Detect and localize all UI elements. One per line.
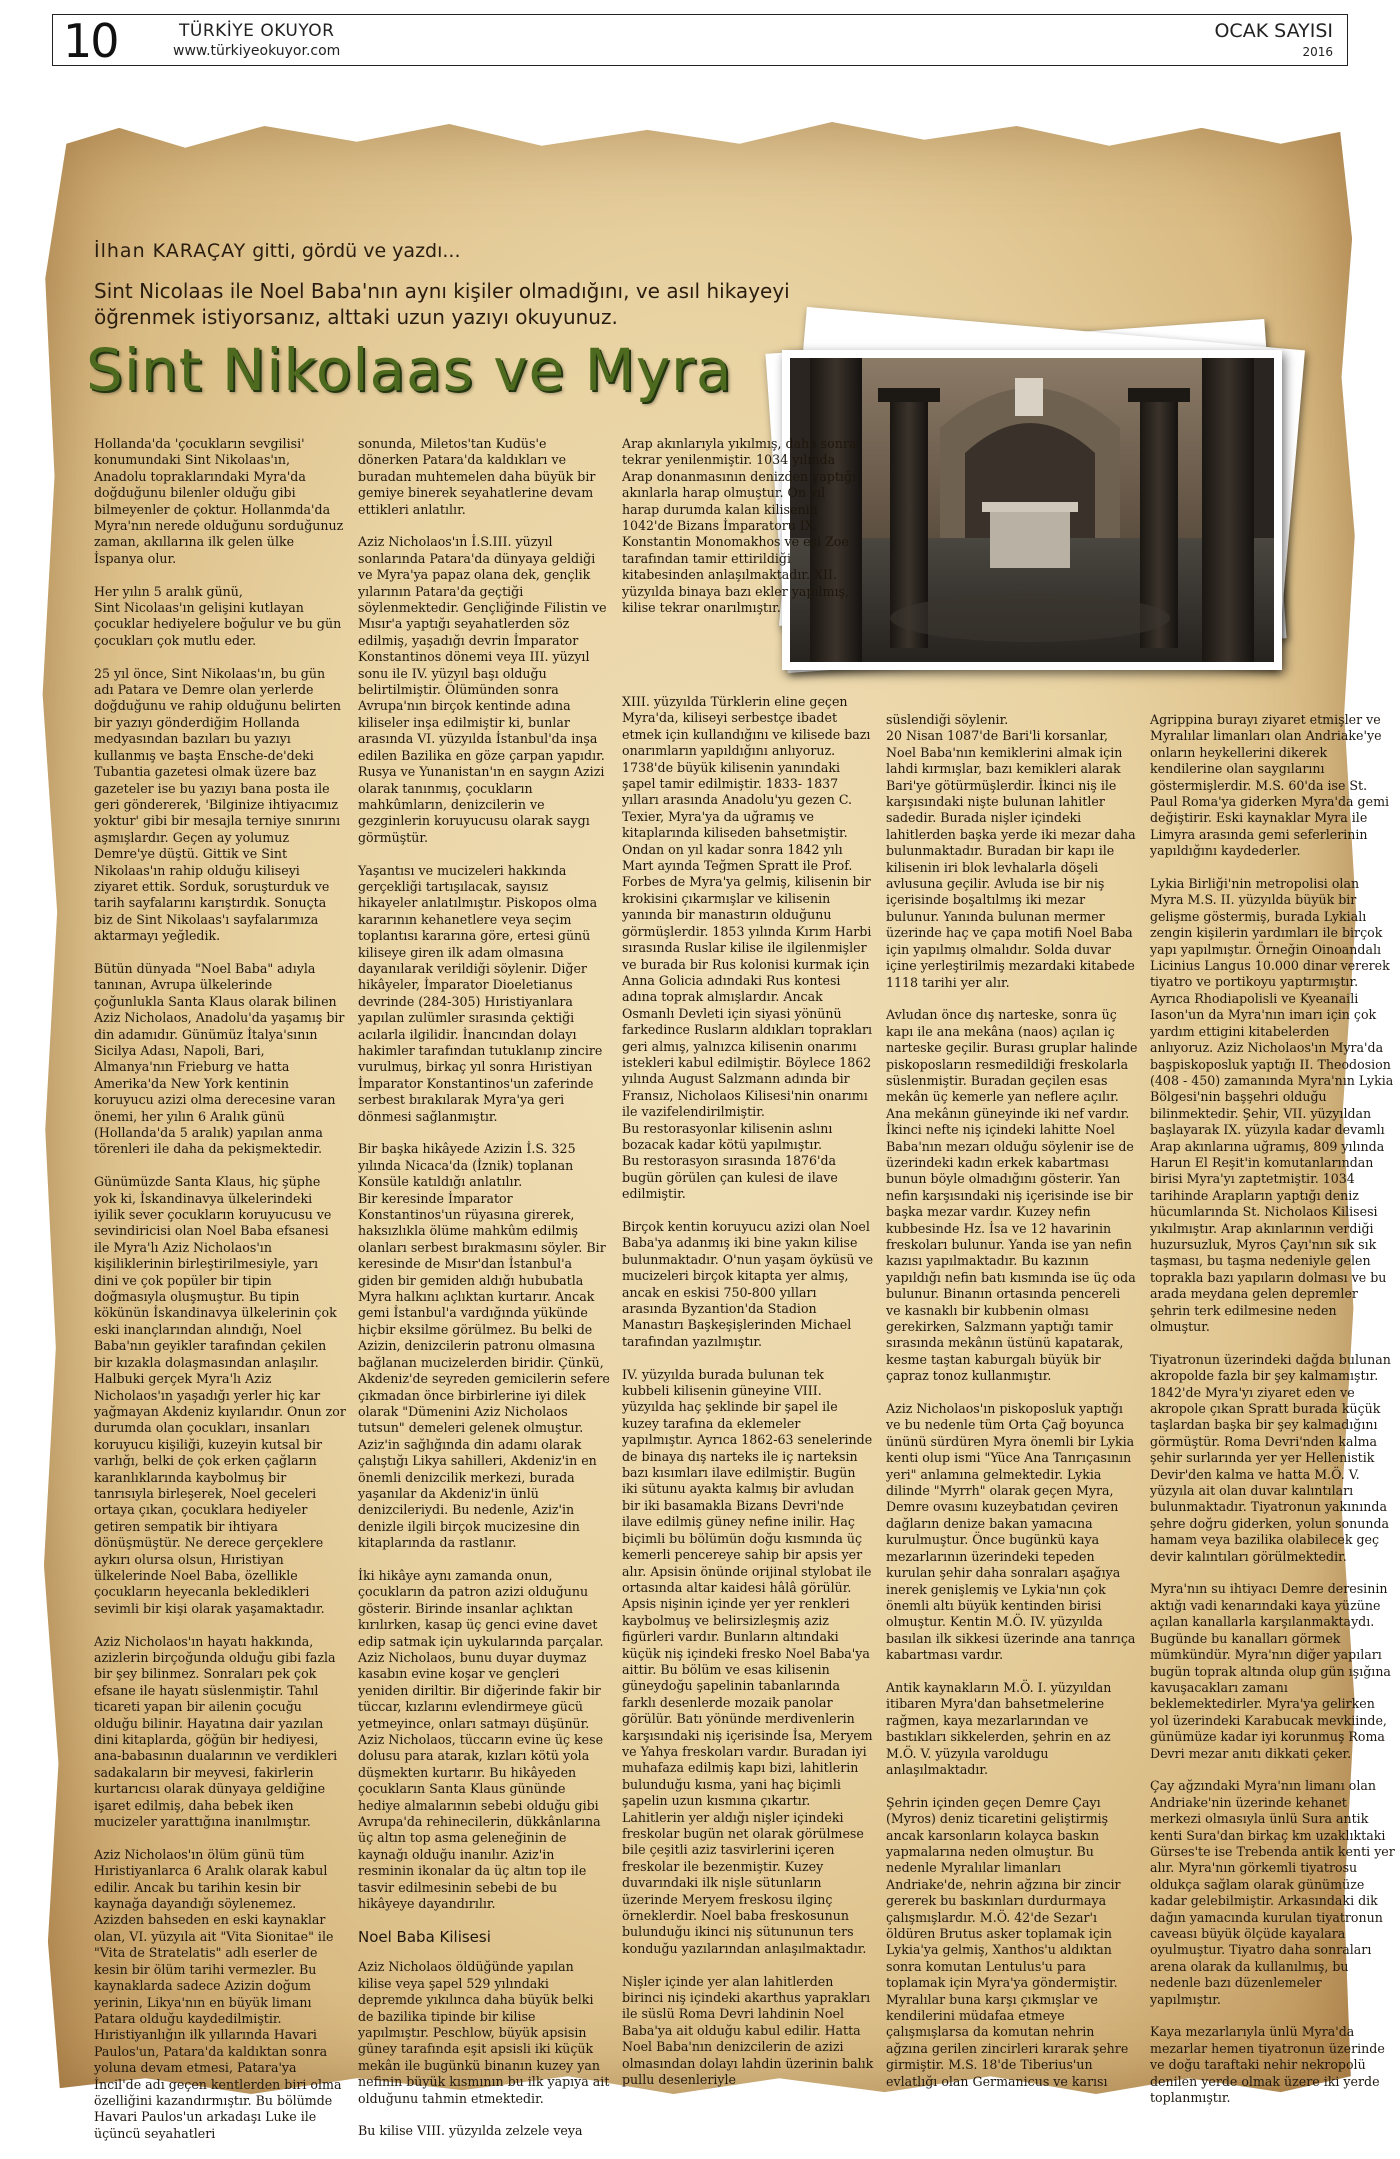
paragraph: Birçok kentin koruyucu azizi olan Noel Baba'ya adanmış iki bine yakın kilise bulunmaktadır. O'nun yaşam öyküsü ve mucizeleri birçok kitapta yer almış, ancak en eskisi 750-800 yılları arasında Byzantion'da Stadion Manastırı Başkeşişlerinden Michael tarafından yazılmıştır. [622, 1218, 874, 1349]
paragraph: Her yılın 5 aralık günü, Sint Nicolaas'ın gelişini kutlayan çocuklar hediyelere boğulur ve bu gün çocukları çok mutlu eder. [94, 583, 342, 648]
paragraph: Bir başka hikâyede Azizin İ.S. 325 yılında Nicaca'da (İznik) toplanan Konsüle katıldığı anlatılır. Bir keresinde İmparator Konstantinos'un rüyasına girerek, haksızlıkla ölüme mahkûm edilmiş olanları serbest bırakmasını söyler. Bir keresinde de Mısır'dan İstanbul'a giden bir gemiden aldığı hububatla Myra halkını açlıktan kurtarır. Ancak gemi İstanbul'a vardığında yükünde hiçbir eksilme görülmez. Bu belki de Azizin, denizcilerin patronu olmasına bağlanan mucizelerden biridir. Çünkü, Akdeniz'de seyreden gemicilerin sefere çıkmadan önce birbirlerine iyi dilek olarak "Dümenini Aziz Nicholaos tutsun" demeleri gelenek olmuştur. Aziz'in sağlığında din adamı olarak çalıştığı Likya sahilleri, Akdeniz'in en önemli denizcilik merkezi, burada yaşanılar da Akdeniz'in ünlü denizcileriydi. Bu nedenle, Aziz'in denizle ilgili birçok mucizesine din kitaplarında da rastlanır. [358, 1141, 610, 1551]
paragraph: Nişler içinde yer alan lahitlerden birinci niş içindeki akarthus yaprakları ile süslü Roma Devri lahdinin Noel Baba'ya ait olduğu kabul edilir. Hatta Noel Baba'nın denizcilerin de azizi olmasından dolayı lahdin üzerinin balık pullu desenleriyle [622, 1973, 874, 2088]
paragraph: süslendiği söylenir. 20 Nisan 1087'de Bari'li korsanlar, Noel Baba'nın kemiklerini almak için lahdi kırmışlar, bazı kemikleri alarak Bari'ye götürmüşlerdir. İkinci niş ile karşısındaki nişte bulunan lahitler sadedir. Burada nişler içindeki lahitlerden başka yerde iki mezar daha bulunmaktadır. Buradan bir kapı ile kilisenin iri blok levhalarla döşeli avlusuna geçilir. Avluda ise bir niş içerisinde boşaltılmış iki mezar bulunur. Yanında bulunan mermer üzerinde haç ve çapa motifi Noel Baba için yapılmış olmalıdır. Solda duvar içine yerleştirilmiş mezardaki kitabede 1118 tarihi yer alır. [886, 712, 1136, 990]
paragraph: Myra'nın su ihtiyacı Demre deresinin aktığı vadi kenarındaki kaya yüzüne açılan kanallarla karşılanmaktaydı. Bugünde bu kanalları görmek mümkündür. Myra'nın diğer yapıları bugün toprak altında olup gün ışığına kavuşacakları zamanı beklemektedirler. Myra'ya gelirken yol üzerindeki Karabucak mevkiinde, günümüze kadar iyi korunmuş Roma Devri mezar anıtı dikkati çeker. [1150, 1581, 1391, 1761]
paragraph: Lykia Birliği'nin metropolisi olan Myra M.S. II. yüzyılda büyük bir gelişme göstermiş, burada Lykialı zengin kişilerin yardımları ile birçok yapı yapılmıştır. Örneğin Oinoandalı Licinius Langus 10.000 dinar vererek tiyatro ve portikoyu yaptırmıştır. Ayrıca Rhodiapolisli ve Kyeanaili Iason'un da Myra'nın imarı için çok yardım ettigini kitabelerden anlıyoruz. Aziz Nicholaos'ın Myra'da başpiskoposluk yaptığı II. Theodosion (408 - 450) zamanında Myra'nın Lykia Bölgesi'nin başşehri olduğu bilinmektedir. Şehir, VII. yüzyıldan başlayarak IX. yüzyıla kadar devamlı Arap akınlarına uğramış, 809 yılında Harun El Reşit'in komutanlarından birisi Myra'yı zaptetmiştir. 1034 tarihinde Arapların yaptığı deniz hücumlarında St. Nicholaos Kilisesi yıkılmıştır. Arap akınlarının verdiği huzursuzluk, Myros Çayı'nın sık sık taşması, bu taşma nedeniyle gelen toprakla bazı yapıların dolması ve bu arada meydana gelen depremler şehrin terk edilmesine neden olmuştur. [1150, 876, 1394, 1335]
paragraph: Aziz Nicholaos'ın piskoposluk yaptığı ve bu nedenle tüm Orta Çağ boyunca ününü sürdüren Myra önemli bir Lykia kenti olup ismi "Yüce Ana Tanrıçasının yeri" anlamına gelmektedir. Lykia dilinde "Myrrh" olarak geçen Myra, Demre ovasını kuzeybatıdan çeviren dağların denize bakan yamacına kurulmuştur. Önce bugünkü kaya mezarlarının üzerindeki tepeden kurulan şehir daha sonraları aşağıya inerek genişlemiş ve Lykia'nın çok önemli altı büyük kentinden birisi olmuştur. Kentin M.Ö. IV. yüzyılda basılan ilk sikkesi üzerinde ana tanrıça kabartması vardır. [886, 1401, 1136, 1663]
byline-suffix: gitti, gördü ve yazdı... [246, 240, 461, 262]
article-column-3-top [622, 436, 862, 633]
paragraph: Bütün dünyada "Noel Baba" adıyla tanınan, Avrupa ülkelerinde çoğunlukla Santa Klaus olarak bilinen Aziz Nicholaos, Anadolu'da yaşamış bir din adamıdır. Günümüz İtalya'sının Sicilya Adası, Napoli, Bari, Almanya'nın Frieburg ve hatta Amerika'da New York kentinin koruyucu azizi olma derecesine varan önemi, her yılın 6 Aralık günü (Hollanda'da 5 aralık) yapılan anma törenleri ile daha da pekişmektedir. [94, 960, 345, 1157]
paragraph: İki hikâye aynı zamanda onun, çocukların da patron azizi olduğunu gösterir. Birinde insanlar açlıktan kırılırken, kasap üç genci evine davet edip satmak için uykularında parçalar. Aziz Nicholaos, bunu duyar duymaz kasabın evine koşar ve gençleri yeniden diriltir. Bir diğerinde fakir bir tüccar, kızlarını evlendirmeye gücü yetmeyince, onları satmayı düşünür. Aziz Nicholaos, tüccarın evine üç kese dolusu para atarak, kızları kötü yola düşmekten kurtarır. Bu hikâyeden çocukların Santa Klaus gününde hediye almalarının sebebi olduğu gibi Avrupa'da rehinecilerin, dükkânlarına üç altın top asma geleneğinin de kaynağı olduğu inanılır. Aziz'in resminin ikonalar da üç altın top ile tasvir edilmesinin sebebi de bu hikâyeye dayandırılır. [358, 1567, 604, 1912]
paragraph: Çay ağzındaki Myra'nın limanı olan Andriake'nin üzerinde kehanet merkezi olmasıyla ünlü Sura antik kenti Sura'dan birkaç km uzaklıktaki Gürses'te ise Trebenda antik kenti yer alır. Myra'nın görkemli tiyatrosu oldukça sağlam olarak günümüze kadar gelebilmiştir. Arkasındaki dik dağın yamacında kurulan tiyatronun caveası büyük ölçüde kayalara oyulmuştur. Tiyatro daha sonraları arena olarak da kullanılmış, bu nedenle bazı düzenlemeler yapılmıştır. [1150, 1778, 1395, 2007]
paragraph: Tiyatronun üzerindeki dağda bulunan akropolde fazla bir şey kalmamıştır. 1842'de Myra'yı ziyaret eden ve akropole çıkan Spratt burada küçük taşlardan başka bir şey kalmadığını görmüştür. Roma Devri'nden kalma şehir surlarında yer yer Hellenistik Devir'den kalma ve hatta M.Ö. V. yüzyıla ait olan duvar kalıntıları bulunmaktadır. Tiyatronun yakınında şehre doğru giderken, yolun sonunda hamam veya bazilika olabilecek geç devir kalıntıları görülmektedir. [1150, 1351, 1391, 1564]
paragraph: Antik kaynakların M.Ö. I. yüzyıldan itibaren Myra'dan bahsetmelerine rağmen, kaya mezarlarından ve bastıkları sikkelerden, şehrin en az M.Ö. V. yüzyıla varoldugu anlaşılmaktadır. [886, 1679, 1112, 1777]
article-column-5 [1150, 712, 1396, 2123]
article-column-4 [886, 712, 1138, 2106]
masthead [52, 14, 1348, 66]
paragraph: Günümüzde Santa Klaus, hiç şüphe yok ki, İskandinavya ülkelerindeki iyilik sever çocukların koruyucusu ve sevindiricisi olan Noel Baba efsanesi ile Myra'lı Aziz Nicholaos'ın kişiliklerinin birleştirilmesiyle, yarı dini ve çok popüler bir tipin doğmasıyla oluşmuştur. Bu tipin kökünün İskandinavya ülkelerinin çok eski inançlarından alındığı, Noel Baba'nın geyikler tarafından çekilen bir kızakla dolaşmasından anlaşılır. Halbuki gerçek Myra'lı Aziz Nicholaos'ın yaşadığı yerler hiç kar yağmayan Akdeniz kıyılarıdır. Onun zor durumda olan çocukları, insanları koruyucu kişiliği, kuzeyin kutsal bir varlığı, belki de çok erken çağların karanlıklarında kaybolmuş bir tanrısıyla birleşerek, Noel geceleri ortaya çıkan, çocuklara hediyeler getiren sempatik bir ihtiyara dönüşmüştür. Ne derece gerçeklere aykırı olursa olsun, Hıristiyan ülkelerinde Noel Baba, özellikle çocukların heyecanla bekledikleri sevimli bir kişi olarak yaşamaktadır. [94, 1174, 346, 1616]
article-title: Sint Nikolaas ve Myra [86, 336, 733, 404]
paragraph: sonunda, Miletos'tan Kudüs'e dönerken Patara'da kaldıkları ve buradan muhtemelen daha büyük bir gemiye binerek seyahatlerine devam ettikleri anlatılır. [358, 436, 596, 517]
paragraph: Şehrin içinden geçen Demre Çayı (Myros) deniz ticaretini geliştirmiş ancak karsonların kolayca baskın yapmalarına neden olmuştur. Bu nedenle Myralılar limanları Andriake'de, nehrin ağzına bir zincir gererek bu baskınları durdurmaya çalışmışlardır. M.Ö. 42'de Sezar'ı öldüren Brutus asker toplamak için Lykia'ya gelmiş, Xanthos'u aldıktan sonra komutan Lentulus'u para toplamak için Myra'ya göndermiştir. Myralılar buna karşı çıkmışlar ve kendilerini müdafaa etmeye çalışmışlarsa da komutan nehrin ağzına gerilen zincirleri kırarak şehre girmiştir. M.S. 18'de Tiberius'un evlatlığı olan Germanicus ve karısı [886, 1794, 1129, 2089]
church-interior-image [790, 358, 1274, 662]
article-column-3 [622, 694, 874, 2105]
page-number: 10 [63, 14, 118, 68]
paragraph: Agrippina burayı ziyaret etmişler ve Myralılar limanları olan Andriake'ye onların heykellerini dikerek kendilerine olan saygılarını göstermişlerdir. M.S. 60'da ise St. Paul Roma'ya giderken Myra'da gemi değiştirir. Eski kaynaklar Myra ile Limyra arasında gemi seferlerinin yapıldığını kaydederler. [1150, 712, 1390, 859]
paragraph: Avludan önce dış narteske, sonra üç kapı ile ana mekâna (naos) açılan iç narteske geçilir. Burası gruplar halinde piskoposların resmedildiği freskolarla süslenmiştir. Buradan geçilen esas mekân üç kemerle yan neflere açılır. Ana mekânın güneyinde iki nef vardır. İkinci nefte niş içindeki lahitte Noel Baba'nın mezarı olduğu söylenir ise de üzerindeki kadın erkek kabartması bunun böyle olmadığını gösterir. Yan nefin karşısındaki niş içerisinde ise bir başka mezar vardır. Kuzey nefin kubbesinde Hz. İsa ve 12 havarinin freskoları bulunur. Yanda ise yan nefin kazısı yapılmaktadır. Bu kazının yapıldığı nefin batı kısmında ise üç oda bulunur. Binanın ortasında pencereli ve kasnaklı bir kubbenin olması gerekirken, Salzmann yaptığı tamir sırasında mekânın üstünü kapatarak, kesme taştan kaburgalı büyük bir çapraz tonoz kullanmıştır. [886, 1007, 1138, 1384]
magazine-name: TÜRKİYE OKUYOR [179, 21, 335, 41]
article-column-1 [94, 436, 346, 2159]
section-heading: Noel Baba Kilisesi [358, 1927, 491, 1946]
paragraph: Hollanda'da 'çocukların sevgilisi' konumundaki Sint Nikolaas'ın, Anadolu topraklarındaki Myra'da doğduğunu bilenler olduğu gibi bilmeyenler de çoktur. Hollanmda'da Myra'nın nerede olduğunu sorduğunuz zaman, akıllarına ilk gelen ülke İspanya olur. [94, 436, 344, 566]
paragraph: IV. yüzyılda burada bulunan tek kubbeli kilisenin güneyine VIII. yüzyılda haç şeklinde bir şapel ile kuzey tarafına da eklemeler yapılmıştır. Ayrıca 1862-63 senelerinde de binaya dış narteks ile iç narteksin bazı kısımları ilave edilmiştir. Bugün iki sütunu ayakta kalmış bir avludan bir iki basamakla Bizans Devri'nde ilave edilmiş güney nefine inilir. Haç biçimli bu bölümün doğu kısmında üç kemerli pencereye sahip bir apsis yer alır. Apsisin önünde orijinal stylobat ile ortasında altar kaidesi hâlâ görülür. Apsis nişinin içinde yer yer renkleri kaybolmuş ve belirsizleşmiş aziz figürleri vardır. Bunların altındaki küçük niş içindeki fresko Noel Baba'ya aittir. Bu bölüm ve esas kilisenin güneydoğu şapelinin tabanlarında farklı desenlerde mozaik panolar görülür. Batı yönünde merdivenlerin karşısındaki niş içerisinde İsa, Meryem ve Yahya freskoları vardır. Buradan iyi muhafaza edilmiş kapı bizi, lahitlerin bulunduğu kısma, yani haç biçimli şapelin uzun kısmına çıkartır. Lahitlerin yer aldığı nişler içindeki freskolar bugün net olarak görülmese bile çeşitli aziz tasvirlerini içeren freskolar ile bezenmiştir. Kuzey duvarındaki ilk nişle sütunların üzerinde Meryem freskosu ilginç örneklerdir. Noel baba freskosunun bulunduğu ikinci niş sütununun ters konduğu yazılarından anlaşılmaktadır. [622, 1366, 873, 1956]
paragraph: Aziz Nicholaos'ın hayatı hakkında, azizlerin birçoğunda olduğu gibi fazla bir şey bilinmez. Sonraları pek çok efsane ile hayatı süslenmiştir. Tahıl ticareti yapan bir ailenin çocuğu olduğu bilinir. Hayatına dair yazılan dini kitaplarda, göğün bir hediyesi, ana-babasının dualarının ve verdikleri sadakaların bir meyvesi, fakirlerin kurtarıcısı olarak dünyaya geldiğine işaret edilmiş, daha bebek iken mucizeler yarattığına inanılmıştır. [94, 1633, 338, 1830]
paragraph: Aziz Nicholaos'ın ölüm günü tüm Hıristiyanlarca 6 Aralık olarak kabul edilir. Ancak bu tarihin kesin bir kaynağa dayandığı söylenemez. Azizden bahseden en eski kaynaklar olan, VI. yüzyıla ait "Vita Sionitae" ile "Vita de Stratelatis" adlı eserler de kesin bir ölüm tarihi vermezler. Bu kaynaklarda sadece Azizin doğum yerinin, Likya'nın en büyük limanı Patara olduğu kaydedilmiştir. Hıristiyanlığın ilk yıllarında Havari Paulos'un, Patara'da kaldıktan sonra yoluna devam etmesi, Patara'ya İncil'de adı geçen kentlerden biri olma özelliğini kazandırmıştır. Bu bölümde Havari Paulos'un arkadaşı Luke ile üçüncü seyahatleri [94, 1846, 342, 2141]
paragraph: Arap akınlarıyla yıkılmış, daha sonra tekrar yenilenmiştir. 1034 yılında Arap donanmasının denizden yaptığı akınlarla harap olmuştur. On yıl harap durumda kalan kilisenin 1042'de Bizans İmparatoru IX. Konstantin Monomakhos ve eşi Zoe tarafından tamir ettirildiği kitabesinden anlaşılmaktadır. XII. yüzyılda binaya bazı ekler yapılmış, kilise tekrar onarılmıştır. [622, 436, 857, 616]
article-column-2 [358, 436, 610, 2156]
byline [94, 240, 461, 262]
paragraph: 25 yıl önce, Sint Nikolaas'ın, bu gün adı Patara ve Demre olan yerlerde doğduğunu ve rahip olduğunu belirten bir yazıyı gönderdiğim Hollanda medyasından bazıları bu yazıyı kullanmış ve başta Ensche-de'deki Tubantia gazetesi olmak üzere baz gazeteler ise bu yazıyı bana posta ile geri göndererek, 'Bilginize ihtiyacımız yoktur' gibi bir mesajla terniye sınırını aşmışlardır. Geçen ay yolumuz Demre'ye düştü. Gittik ve Sint Nikolaas'ın rahip olduğu kiliseyi ziyaret ettik. Sorduk, soruşturduk ve tarih sayfalarını karıştırdık. Sonuçta biz de Sint Nikolaas'ı sayfalarımıza aktarmayı yeğledik. [94, 665, 341, 944]
issue-year: 2016 [1302, 45, 1333, 59]
author-name: İlhan KARAÇAY [94, 240, 247, 262]
article-intro: Sint Nicolaas ile Noel Baba'nın aynı kişiler olmadığını, ve asıl hikayeyi öğrenmek istiyorsanız, alttaki uzun yazıyı okuyunuz. [94, 279, 790, 329]
paragraph: Yaşantısı ve mucizeleri hakkında gerçekliği tartışılacak, sayısız hikayeler anlatılmıştır. Piskopos olma kararının kehanetlere veya seçim toplantısı kararına göre, ertesi günü kiliseye giren ilk adam olmasına dayanılarak verildiği söylenir. Diğer hikâyeler, İmparator Dioeletianus devrinde (284-305) Hıristiyanlara yapılan zulümler sırasında çektiği acılarla ilgilidir. İnancından dolayı hakimler tarafından tutuklanıp zincire vurulmuş, birkaç yıl sonra Hıristiyan İmparator Konstantinos'un zaferinde serbest bırakılarak Myra'ya geri dönmesi sağlanmıştır. [358, 862, 603, 1124]
paragraph: XIII. yüzyılda Türklerin eline geçen Myra'da, kiliseyi serbestçe ibadet etmek için kullandığını ve kilisede bazı onarımların yapıldığını anlıyoruz. 1738'de büyük kilisenin yanındaki şapel tamir edilmiştir. 1833- 1837 yılları arasında Anadolu'yu gezen C. Texier, Myra'ya da uğramış ve kitaplarında kiliseden bahsetmiştir. Ondan on yıl kadar sonra 1842 yılı Mart ayında Teğmen Spratt ile Prof. Forbes de Myra'ya gelmiş, kilisenin bir krokisini çıkarmışlar ve kilisenin yanında bir manastırın olduğunu görmüşlerdir. 1853 yılında Kırım Harbi sırasında Ruslar kilise ile ilgilenmişler ve burada bir Rus kolonisi kurmak için Anna Golicia adındaki Rus kontesi adına toprak almışlardır. Ancak Osmanlı Devleti için siyasi yönünü farkedince Rusların aldıkları toprakları geri almış, yalnızca kilisenin onarımı istekleri kabul edilmiştir. Böylece 1862 yılında August Salzmann adında bir Fransız, Nicholaos Kilisesi'nin onarımı ile vazifelendirilmiştir. Bu restorasyonlar kilisenin aslını bozacak kadar kötü yapılmıştır. Bu restorasyon sırasında 1876'da bugün görülen çan kulesi de ilave edilmiştir. [622, 694, 873, 1202]
paragraph: Bu kilise VIII. yüzyılda zelzele veya [358, 2123, 583, 2139]
magazine-url[interactable]: www.türkiyeokuyor.com [173, 43, 341, 59]
issue-label: OCAK SAYISI [1214, 20, 1333, 42]
paragraph: Aziz Nicholaos'ın İ.S.III. yüzyıl sonlarında Patara'da dünyaya geldiği ve Myra'ya papaz olana dek, gençlik yılarının Patara'da geçtiği söylenmektedir. Gençliğinde Filistin ve Mısır'a yaptığı seyahatlerden söz edilmiş, yaşadığı devrin İmparator Konstantinos dönemi veya III. yüzyıl sonu ile IV. yüzyıl başı olduğu belirtilmiştir. Ölümünden sonra Avrupa'nın birçok kentinde adına kiliseler inşa edilmiştir ki, bunlar arasında VI. yüzyılda İstanbul'da inşa edilen Bazilika en göze çarpan yapıdır. Rusya ve Yunanistan'ın en saygın Azizi olarak tanınmış, çocukların mahkûmların, denizcilerin ve gezginlerin koruyucusu olarak saygı görmüştür. [358, 534, 607, 845]
paragraph: Aziz Nicholaos öldüğünde yapılan kilise veya şapel 529 yılındaki depremde yıkılınca daha büyük belki de bazilika tipinde bir kilise yapılmıştır. Peschlow, büyük apsisin güney tarafında eşit apsisli iki küçük mekân ile bugünkü binanın kuzey yan nefinin büyük kısmının bu ilk yapıya ait olduğunu tahmin etmektedir. [358, 1959, 610, 2106]
paragraph: Kaya mezarlarıyla ünlü Myra'da mezarlar hemen tiyatronun üzerinde ve doğu taraftaki nehir nekropolü denilen yerde olmak üzere iki yerde toplanmıştır. [1150, 2024, 1385, 2106]
